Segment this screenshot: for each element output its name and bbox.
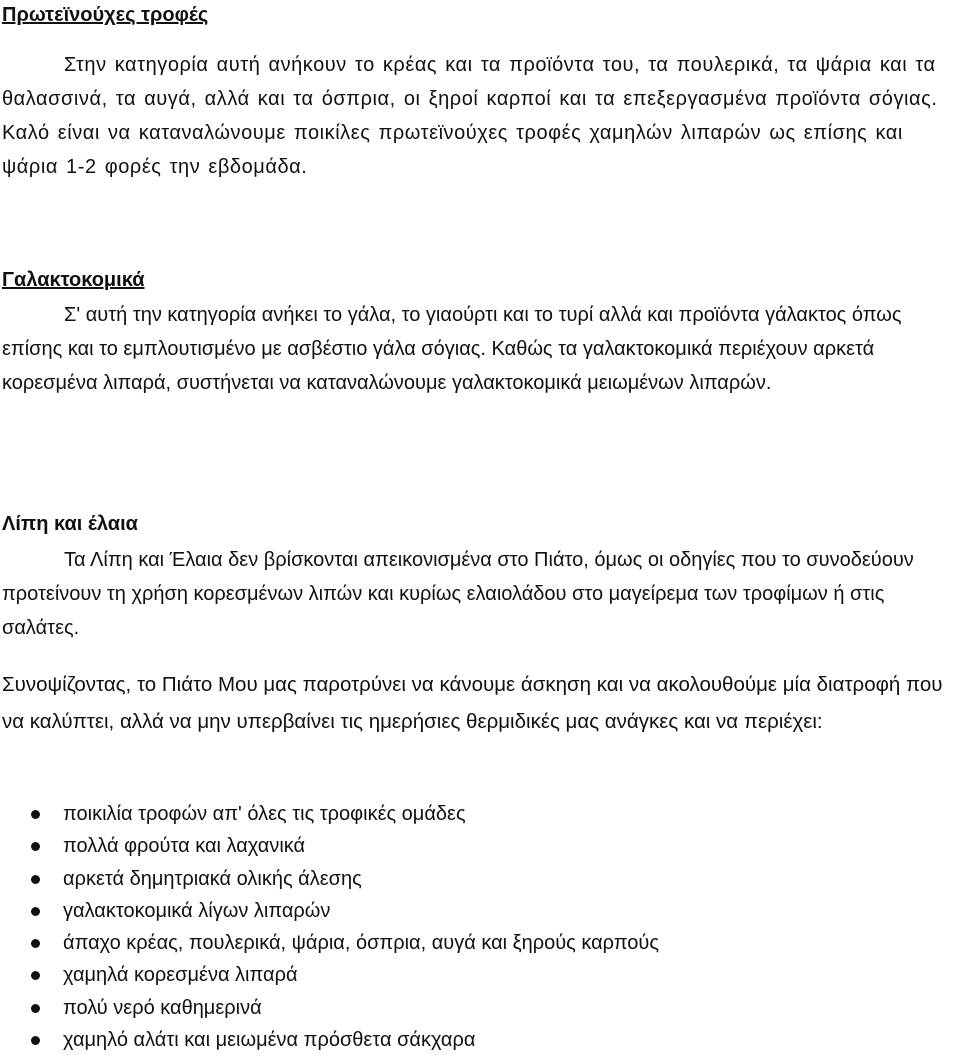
summary-list [0, 798, 659, 1056]
list-item-text: άπαχο κρέας, πουλερικά, ψάρια, όσπρια, αυγά και ξηρούς καρπούς [63, 932, 659, 955]
bullet-icon [31, 1004, 40, 1013]
list-item-text: πολύ νερό καθημερινά [63, 996, 262, 1019]
bullet-icon [31, 842, 40, 851]
list-item-text: χαμηλά κορεσμένα λιπαρά [63, 964, 298, 987]
section-title-protein: Πρωτεϊνούχες τροφές [2, 4, 209, 26]
bullet-icon [31, 1036, 40, 1045]
section-text-fats-body: Τα Λίπη και Έλαια δεν βρίσκονται απεικονισμένα στο Πιάτο, όμως οι οδηγίες που το συνοδεύουν προτείνουν τη χρήση κορεσμένων λιπών και κυρίως ελαιολάδου στο μαγείρεμα των τροφίμων ή στις σαλάτες. [2, 549, 914, 639]
list-item [0, 992, 659, 1024]
section-text-fats [2, 543, 958, 645]
list-item-text: πολλά φρούτα και λαχανικά [63, 835, 306, 858]
section-title-fats: Λίπη και έλαια [2, 513, 138, 535]
section-title-dairy: Γαλακτοκομικά [2, 269, 145, 291]
list-item [0, 959, 659, 991]
list-item-text: γαλακτοκομικά λίγων λιπαρών [63, 899, 331, 922]
section-text-dairy [2, 298, 954, 400]
list-item [0, 927, 659, 959]
list-item [0, 863, 659, 895]
list-item-text: ποικιλία τροφών απ' όλες τις τροφικές ομάδες [63, 803, 466, 825]
bullet-icon [31, 875, 40, 884]
list-item [0, 830, 659, 862]
bullet-icon [31, 971, 40, 980]
list-item [0, 798, 659, 830]
summary-text: Συνοψίζοντας, το Πιάτο Μου μας παροτρύνει να κάνουμε άσκηση και να ακολουθούμε μία διατροφή που να καλύπτει, αλλά να μην υπερβαίνει τις ημερήσιες θερμιδικές μας ανάγκες και να περιέχει: [2, 673, 943, 733]
section-text-dairy-body: Σ' αυτή την κατηγορία ανήκει το γάλα, το γιαούρτι και το τυρί αλλά και προϊόντα γάλακτος όπως επίσης και το εμπλουτισμένο με ασβέστιο γάλα σόγιας. Καθώς τα γαλακτοκομικά περιέχουν αρκετά κορεσμένα λιπαρά, συστήνεται να καταναλώνουμε γαλακτοκομικά μειωμένων λιπαρών. [2, 304, 902, 394]
list-item [0, 895, 659, 927]
section-text-protein-body: Στην κατηγορία αυτή ανήκουν το κρέας και τα προϊόντα του, τα πουλερικά, τα ψάρια και τα θαλασσινά, τα αυγά, αλλά και τα όσπρια, οι ξηροί καρποί και τα επεξεργασμένα προϊόντα σόγιας. Καλό είναι να καταναλώνουμε ποικίλες πρωτεϊνούχες τροφές χαμηλών λιπαρών ως επίσης και ψάρια 1-2 φορές την εβδομάδα. [2, 54, 938, 178]
list-item-text: χαμηλό αλάτι και μειωμένα πρόσθετα σάκχαρα [63, 1029, 476, 1052]
bullet-icon [31, 939, 40, 948]
bullet-icon [31, 810, 40, 819]
section-text-protein [2, 48, 954, 184]
bullet-icon [31, 907, 40, 916]
list-item [0, 1024, 659, 1056]
list-item-text: αρκετά δημητριακά ολικής άλεσης [63, 867, 362, 890]
